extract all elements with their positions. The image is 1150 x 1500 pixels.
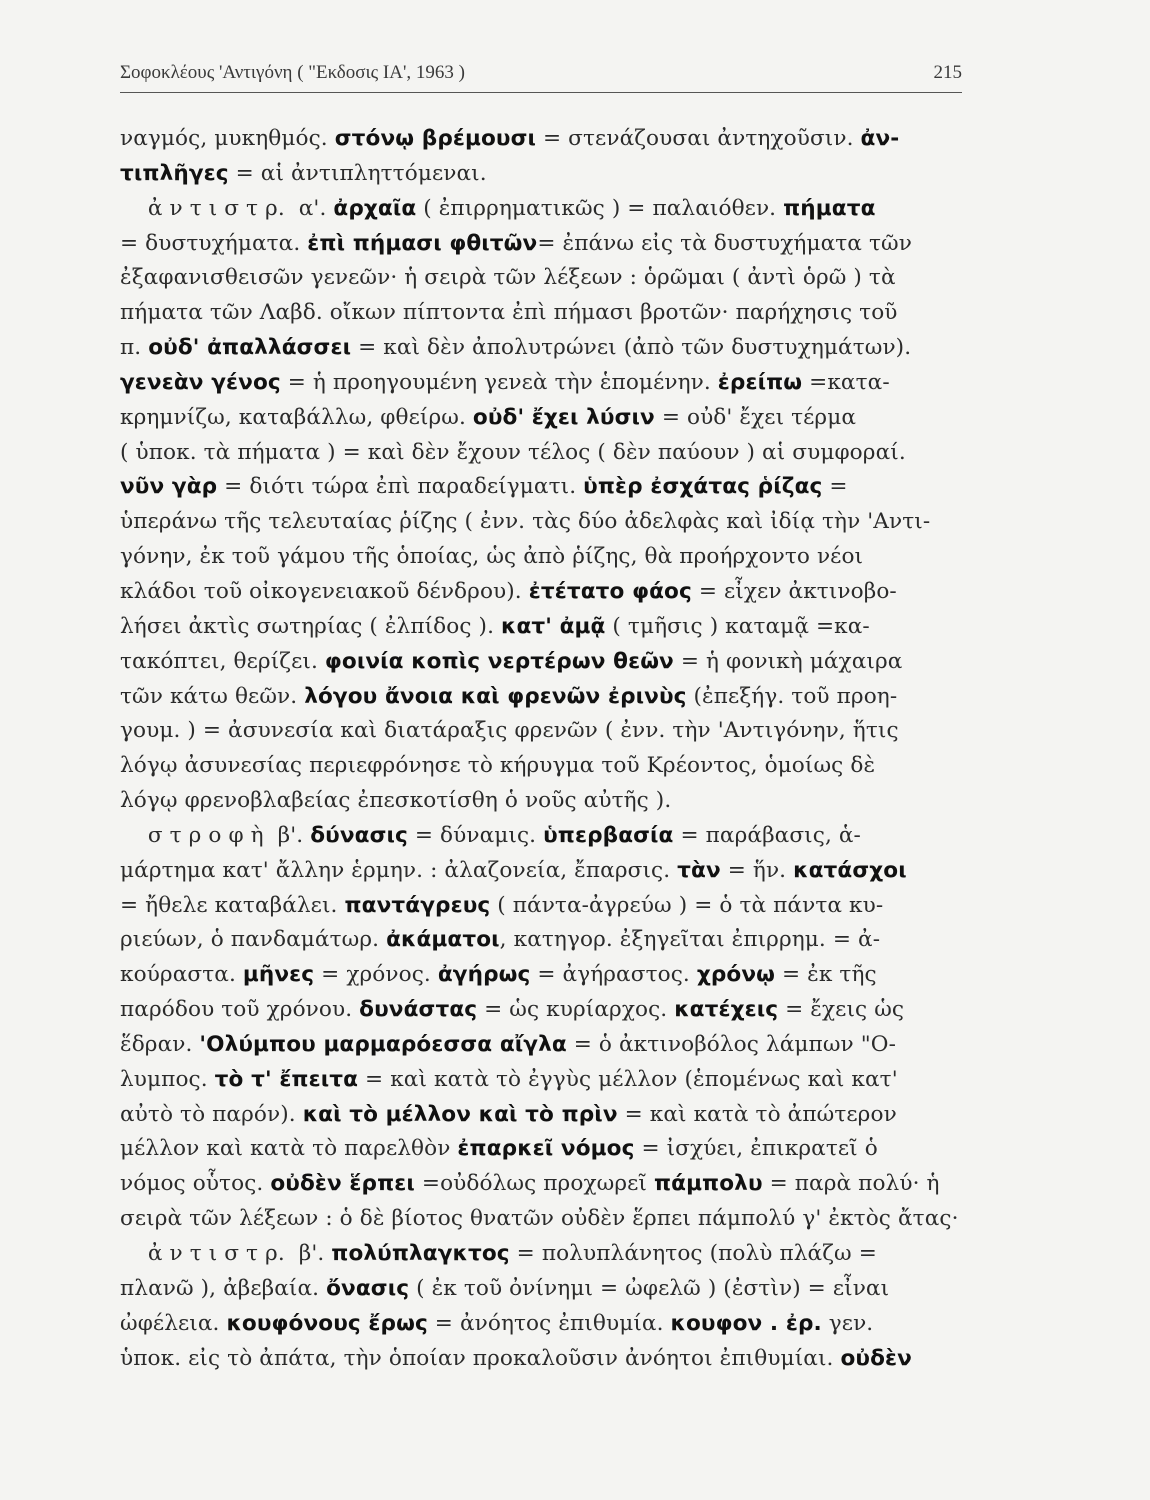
text-line [120,714,965,749]
gloss-text: ὑπεράνω τῆς τελευταίας ῥίζης ( ἐνν. τὰς δύο ἀδελφὰς καὶ ἰδίᾳ τὴν 'Αντι- [120,509,931,535]
gloss-text: ὑποκ. εἰς τὸ ἀπάτα, τὴν ὁποίαν προκαλοῦσιν ἀνόητοι ἐπιθυμίαι. [120,1345,841,1371]
gloss-text: = οὐδ' ἔχει τέρμα [654,404,857,430]
text-line [120,227,965,262]
lemma-term: λόγου ἄνοια καὶ φρενῶν ἐρινὺς [304,683,687,709]
gloss-text: τακόπτει, θερίζει. [120,648,325,674]
gloss-text: ( ἐκ τοῦ ὀνίνημι = ὠφελῶ ) (ἐστὶν) = εἶναι [409,1275,890,1301]
text-line [120,1132,965,1167]
gloss-text: λόγῳ φρενοβλαβείας ἐπεσκοτίσθη ὁ νοῦς αὐτῆς ). [120,788,672,814]
text-line [120,993,965,1028]
lemma-term: ὑπὲρ ἐσχάτας ῥίζας [583,474,823,500]
text-line [120,261,965,296]
lemma-term: πολύπλαγκτος [331,1241,510,1266]
gloss-text: = καὶ κατὰ τὸ ἀπώτερον [617,1101,897,1127]
text-line [120,1202,965,1237]
text-line [120,645,965,680]
gloss-text: = ἀγήραστος. [530,962,697,988]
lemma-term: δύνασις [310,822,408,848]
lemma-term: καὶ τὸ μέλλον καὶ τὸ πρὶν [302,1101,618,1127]
gloss-text: ἀ ν τ ι σ τ ρ. α'. [120,195,334,221]
gloss-text: = ἥν. [720,857,794,883]
gloss-text: ναγμός, μυκηθμός. [120,126,335,151]
gloss-text: ( ἐπιρρηματικῶς ) = παλαιόθεν. [416,195,784,221]
lemma-term: χρόνῳ [696,962,776,988]
gloss-text: π. [120,335,149,361]
text-line [120,331,965,366]
gloss-text: νόμος οὗτος. [120,1171,271,1197]
running-title: Σοφοκλέους 'Αντιγόνη ( "Εκδοσις ΙΑ', 1963 ) [120,62,465,83]
gloss-text: λυμπος. [120,1066,215,1092]
gloss-text: πήματα τῶν Λαβδ. οἴκων πίπτοντα ἐπὶ πήμασι βροτῶν· παρήχησις τοῦ [120,300,898,326]
gloss-text: = ὁ ἀκτινοβόλος λάμπων "Ο- [566,1031,896,1057]
gloss-text: κούραστα. [120,962,243,988]
gloss-text: μέλλον καὶ κατὰ τὸ παρελθὸν [120,1136,458,1162]
page-number: 215 [933,62,962,83]
lemma-term: ἐτέτατο φάος [528,578,692,604]
text-line [120,296,965,331]
lemma-term: οὐδὲν [840,1345,912,1371]
gloss-text: = χρόνος. [314,962,438,988]
lemma-term: ἀν- [860,126,900,151]
gloss-text: = ἡ φονικὴ μάχαιρα [673,648,903,674]
gloss-text: μάρτημα κατ' ἄλλην ἑρμην. : ἀλαζονεία, ἔπαρσις. [120,857,678,883]
gloss-text: = πολυπλάνητος (πολὺ πλάζω = [509,1241,877,1266]
text-line [120,1098,965,1133]
gloss-text: = ἐπάνω εἰς τὰ δυστυχήματα τῶν [537,230,912,256]
gloss-text: = καὶ δὲν ἀπολυτρώνει (ἀπὸ τῶν δυστυχημάτων). [351,335,912,361]
text-line [120,575,965,610]
lemma-term: ἐπὶ πήμασι φθιτῶν [307,230,538,256]
gloss-text: = ἐκ τῆς [775,962,877,988]
gloss-text: σ τ ρ ο φ ὴ β'. [120,822,311,848]
gloss-text: ἀ ν τ ι σ τ ρ. β'. [120,1241,332,1266]
text-line [120,958,965,993]
gloss-text: = παρὰ πολύ· ἡ [762,1171,940,1197]
text-line [120,680,965,715]
gloss-text: =κατα- [802,369,890,395]
lemma-term: 'Ολύμπου μαρμαρόεσσα αἴγλα [199,1031,567,1057]
gloss-text: ἕδραν. [120,1031,200,1057]
lemma-term: φοινία κοπὶς νερτέρων θεῶν [324,648,674,674]
text-line [120,854,965,889]
text-line [120,157,965,192]
lemma-term: κουφόνους ἔρως [226,1310,428,1336]
text-line [120,470,965,505]
lemma-term: στόνῳ βρέμουσι [334,126,537,151]
gloss-text: τῶν κάτω θεῶν. [120,683,305,709]
gloss-text: = δυστυχήματα. [120,230,308,256]
text-line [120,505,965,540]
gloss-text: κρημνίζω, καταβάλλω, φθείρω. [120,404,473,430]
gloss-text: = ἰσχύει, ἐπικρατεῖ ὁ [634,1136,878,1162]
lemma-term: κατάσχοι [793,857,907,883]
gloss-text: λόγῳ ἀσυνεσίας περιεφρόνησε τὸ κήρυγμα τοῦ Κρέοντος, ὁμοίως δὲ [120,753,876,779]
gloss-text: = διότι τώρα ἐπὶ παραδείγματι. [217,474,584,500]
text-line [120,436,965,471]
lemma-term: μῆνες [242,962,315,988]
gloss-text: λήσει ἀκτὶς σωτηρίας ( ἐλπίδος ). [120,613,501,639]
gloss-text: ( πάντα-ἀγρεύω ) = ὁ τὰ πάντα κυ- [490,892,884,918]
lemma-term: κατ' ἀμᾷ [501,613,606,639]
gloss-text: ( ὑποκ. τὰ πήματα ) = καὶ δὲν ἔχουν τέλος ( δὲν παύουν ) αἱ συμφοραί. [120,439,906,465]
lemma-term: γενεὰν γένος [120,369,281,395]
running-header [120,62,962,93]
lemma-term: ἐπαρκεῖ νόμος [457,1136,635,1162]
gloss-text: = στενάζουσαι ἀντηχοῦσιν. [536,126,861,151]
gloss-text: παρόδου τοῦ χρόνου. [120,997,360,1023]
gloss-text: = ἀνόητος ἐπιθυμία. [427,1310,671,1336]
lemma-term: ὑπερβασία [543,822,674,848]
text-line [120,1167,965,1202]
gloss-text: = [822,474,848,500]
text-line [120,819,965,854]
gloss-text: γόνην, ἐκ τοῦ γάμου τῆς ὁποίας, ὡς ἀπὸ ῥίζης, θὰ προήρχοντο νέοι [120,544,864,570]
text-line [120,749,965,784]
gloss-text: , κατηγορ. ἐξηγεῖται ἐπιρρημ. = ἀ- [499,927,881,953]
text-line [120,1237,965,1272]
gloss-text: ριεύων, ὁ πανδαμάτωρ. [120,927,387,953]
gloss-text: κλάδοι τοῦ οἰκογενειακοῦ δένδρου). [120,578,529,604]
lemma-term: ἀρχαῖα [333,195,417,221]
gloss-text: = ὡς κυρίαρχος. [477,997,675,1023]
lemma-term: ὄνασις [326,1275,410,1301]
text-line [120,366,965,401]
gloss-text: γεν. [821,1310,874,1336]
lemma-term: κατέχεις [674,997,779,1023]
gloss-text: ὠφέλεια. [120,1310,227,1336]
text-line [120,1272,965,1307]
lemma-term: νῦν γὰρ [120,474,218,500]
lemma-term: οὐδ' ἀπαλλάσσει [148,335,352,361]
lemma-term: ἀκάματοι [386,927,500,953]
text-line [120,540,965,575]
gloss-text: ( τμῆσις ) καταμᾷ =κα- [605,613,870,639]
lemma-term: κουφον . ἐρ. [670,1310,822,1336]
gloss-text: = ἡ προηγουμένη γενεὰ τὴν ἑπομένην. [280,369,718,395]
gloss-text: ἐξαφανισθεισῶν γενεῶν· ἡ σειρὰ τῶν λέξεων : ὁρῶμαι ( ἀντὶ ὁρῶ ) τὰ [120,265,896,291]
lemma-term: οὐδ' ἔχει λύσιν [472,404,655,430]
lemma-term: πάμπολυ [653,1171,763,1197]
gloss-text: αὐτὸ τὸ παρόν). [120,1101,303,1127]
lemma-term: τιπλῆγες [120,160,229,186]
lemma-term: ἐρείπω [717,369,803,395]
gloss-text: = ἔχεις ὡς [778,997,905,1023]
lemma-term: τὰν [677,857,721,883]
lemma-term: οὐδὲν ἕρπει [270,1171,415,1197]
gloss-text: γουμ. ) = ἀσυνεσία καὶ διατάραξις φρενῶν ( ἐνν. τὴν 'Αντιγόνην, ἥτις [120,718,899,744]
text-line [120,889,965,924]
lemma-term: πήματα [783,195,876,221]
text-line [120,784,965,819]
lemma-term: τὸ τ' ἔπειτα [214,1066,359,1092]
text-line [120,923,965,958]
lemma-term: ἀγήρως [437,962,531,988]
text-line [120,192,965,227]
text-line [120,1063,965,1098]
text-line [120,1028,965,1063]
lemma-term: παντάγρευς [344,892,491,918]
gloss-text: πλανῶ ), ἀβεβαία. [120,1275,327,1301]
gloss-text: = αἱ ἀντιπληττόμεναι. [228,160,487,186]
text-line [120,1342,965,1377]
gloss-text: = καὶ κατὰ τὸ ἐγγὺς μέλλον (ἑπομένως καὶ κατ' [358,1066,898,1092]
gloss-text: = εἶχεν ἀκτινοβο- [691,578,897,604]
lemma-term: δυνάστας [359,997,478,1023]
text-line [120,1307,965,1342]
gloss-text: = παράβασις, ἁ- [673,822,861,848]
gloss-text: = δύναμις. [407,822,544,848]
commentary-text [120,122,965,1376]
text-line [120,401,965,436]
gloss-text: = ἤθελε καταβάλει. [120,892,345,918]
text-line [120,122,965,157]
gloss-text: =οὐδόλως προχωρεῖ [414,1171,654,1197]
text-line [120,610,965,645]
gloss-text: σειρὰ τῶν λέξεων : ὁ δὲ βίοτος θνατῶν οὐδὲν ἕρπει πάμπολύ γ' ἐκτὸς ἄτας· [120,1206,959,1232]
gloss-text: (ἐπεξήγ. τοῦ προη- [686,683,898,709]
